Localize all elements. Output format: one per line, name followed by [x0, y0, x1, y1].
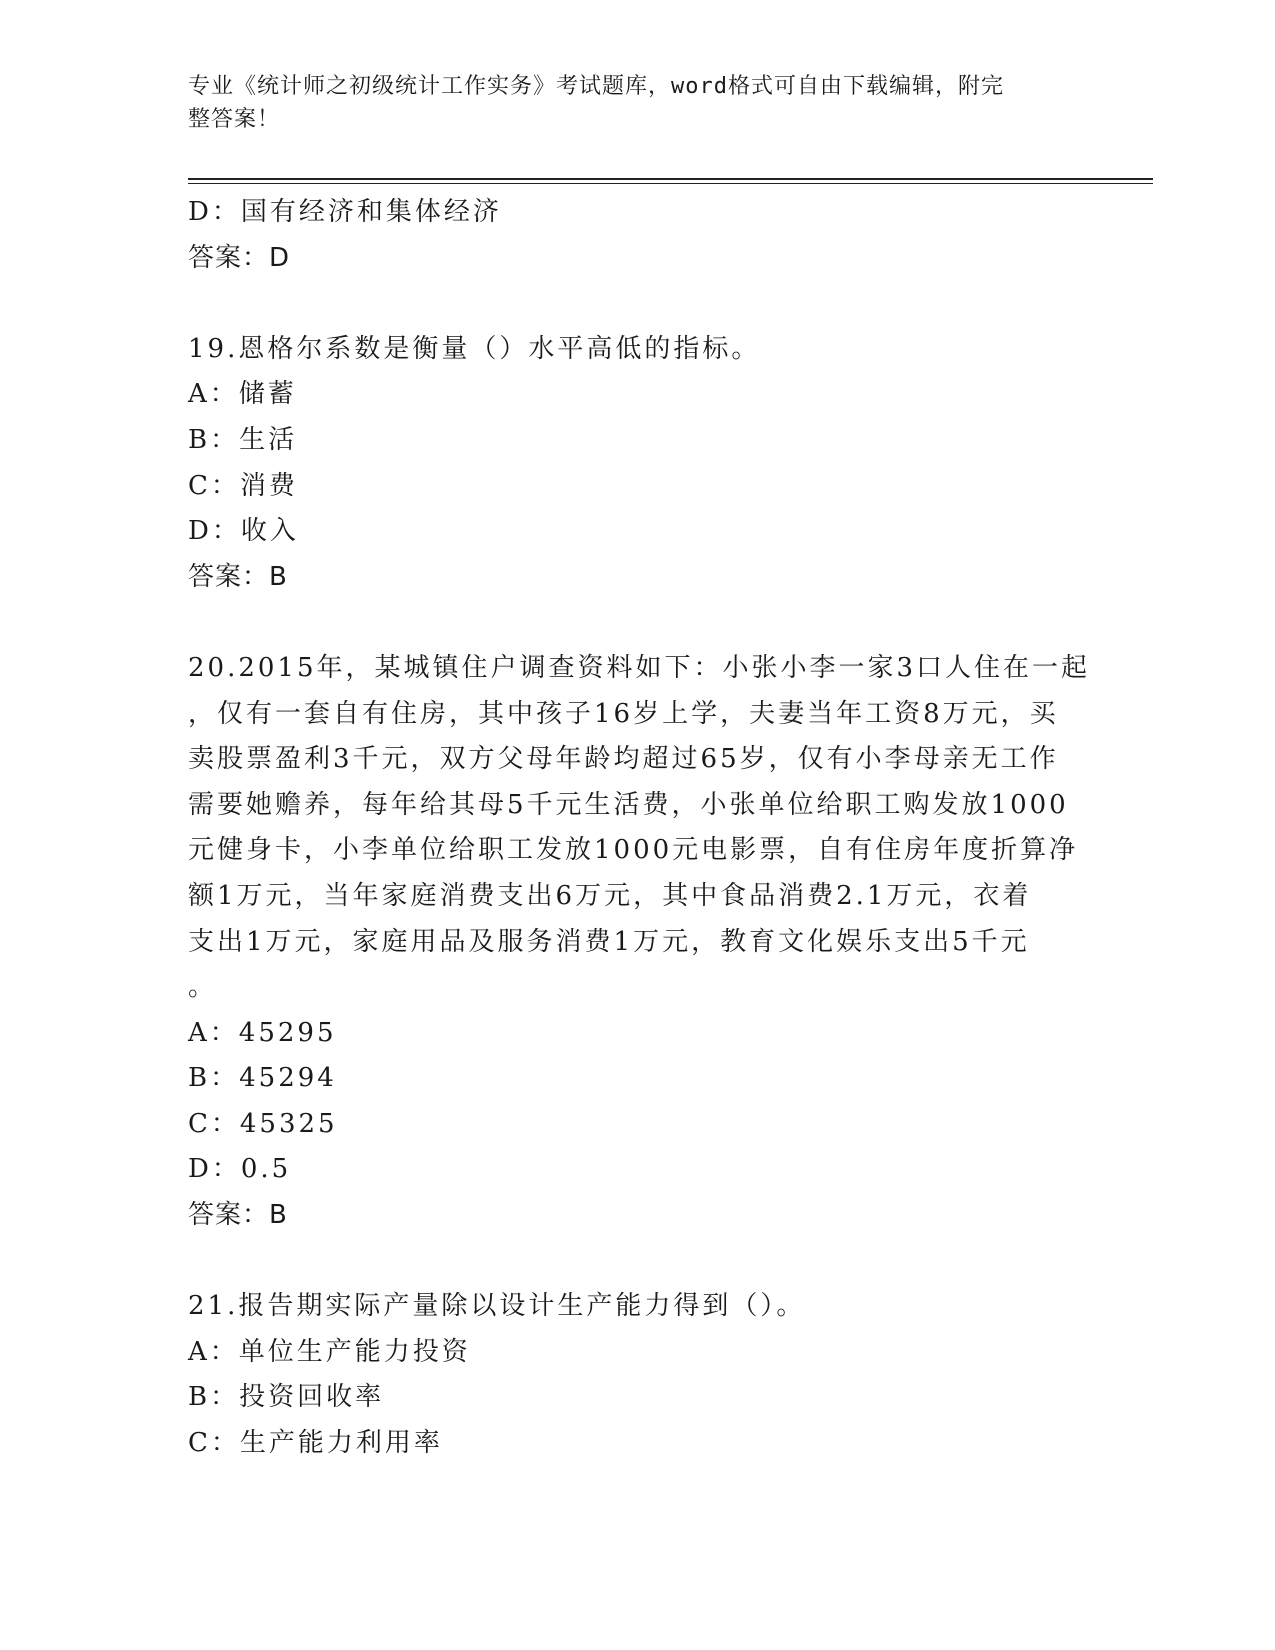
document-header: [188, 70, 1088, 136]
header-divider-thin: [188, 183, 1153, 184]
question-18: [188, 190, 1088, 281]
option-b: B：45294: [188, 1063, 337, 1094]
spacer: [188, 600, 1088, 646]
question-stem-line: 需要她赡养，每年给其母5千元生活费，小张单位给职工购发放1000: [188, 789, 1069, 820]
option-a: A：单位生产能力投资: [188, 1336, 471, 1367]
question-stem-line: 额1万元，当年家庭消费支出6万元，其中食品消费2.1万元，衣着: [188, 880, 1032, 911]
option-c: C：45325: [188, 1108, 338, 1139]
spacer: [188, 1239, 1088, 1285]
option-d: D：国有经济和集体经济: [188, 197, 502, 227]
header-line-1: 专业《统计师之初级统计工作实务》考试题库，word格式可自由下载编辑，附完: [188, 74, 1004, 99]
option-b: B：生活: [188, 424, 298, 455]
option-c: C：生产能力利用率: [188, 1428, 443, 1459]
option-d: D：收入: [188, 516, 299, 547]
option-d: D：0.5: [188, 1154, 292, 1185]
option-a: A：储蓄: [188, 379, 297, 410]
answer: 答案：D: [188, 242, 291, 273]
question-stem: 21.报告期实际产量除以设计生产能力得到（）。: [188, 1291, 806, 1322]
question-stem: [188, 646, 1091, 1011]
question-stem-line: 元健身卡，小李单位给职工发放1000元电影票，自有住房年度折算净: [188, 835, 1079, 866]
header-line-2: 整答案！: [188, 107, 281, 132]
question-20: [188, 646, 1091, 1239]
answer: 答案：B: [188, 1200, 288, 1231]
option-c: C：消费: [188, 470, 298, 501]
question-21: [188, 1284, 1088, 1466]
question-stem-line: 20.2015年，某城镇住户调查资料如下：小张小李一家3口人住在一起: [188, 652, 1091, 683]
spacer: [188, 281, 1088, 327]
header-divider-thick: [188, 178, 1153, 180]
question-stem-line: 卖股票盈利3千元，双方父母年龄均超过65岁，仅有小李母亲无工作: [188, 744, 1059, 775]
document-body: [188, 190, 1091, 1467]
answer: 答案：B: [188, 561, 288, 592]
question-stem: 19.恩格尔系数是衡量（）水平高低的指标。: [188, 333, 761, 364]
question-stem-line: 。: [188, 972, 218, 1003]
question-stem-line: 支出1万元，家庭用品及服务消费1万元，教育文化娱乐支出5千元: [188, 926, 1030, 957]
question-19: [188, 327, 1088, 601]
question-stem-line: ，仅有一套自有住房，其中孩子16岁上学，夫妻当年工资8万元，买: [188, 698, 1059, 729]
option-b: B：投资回收率: [188, 1382, 385, 1413]
option-a: A：45295: [188, 1017, 337, 1048]
